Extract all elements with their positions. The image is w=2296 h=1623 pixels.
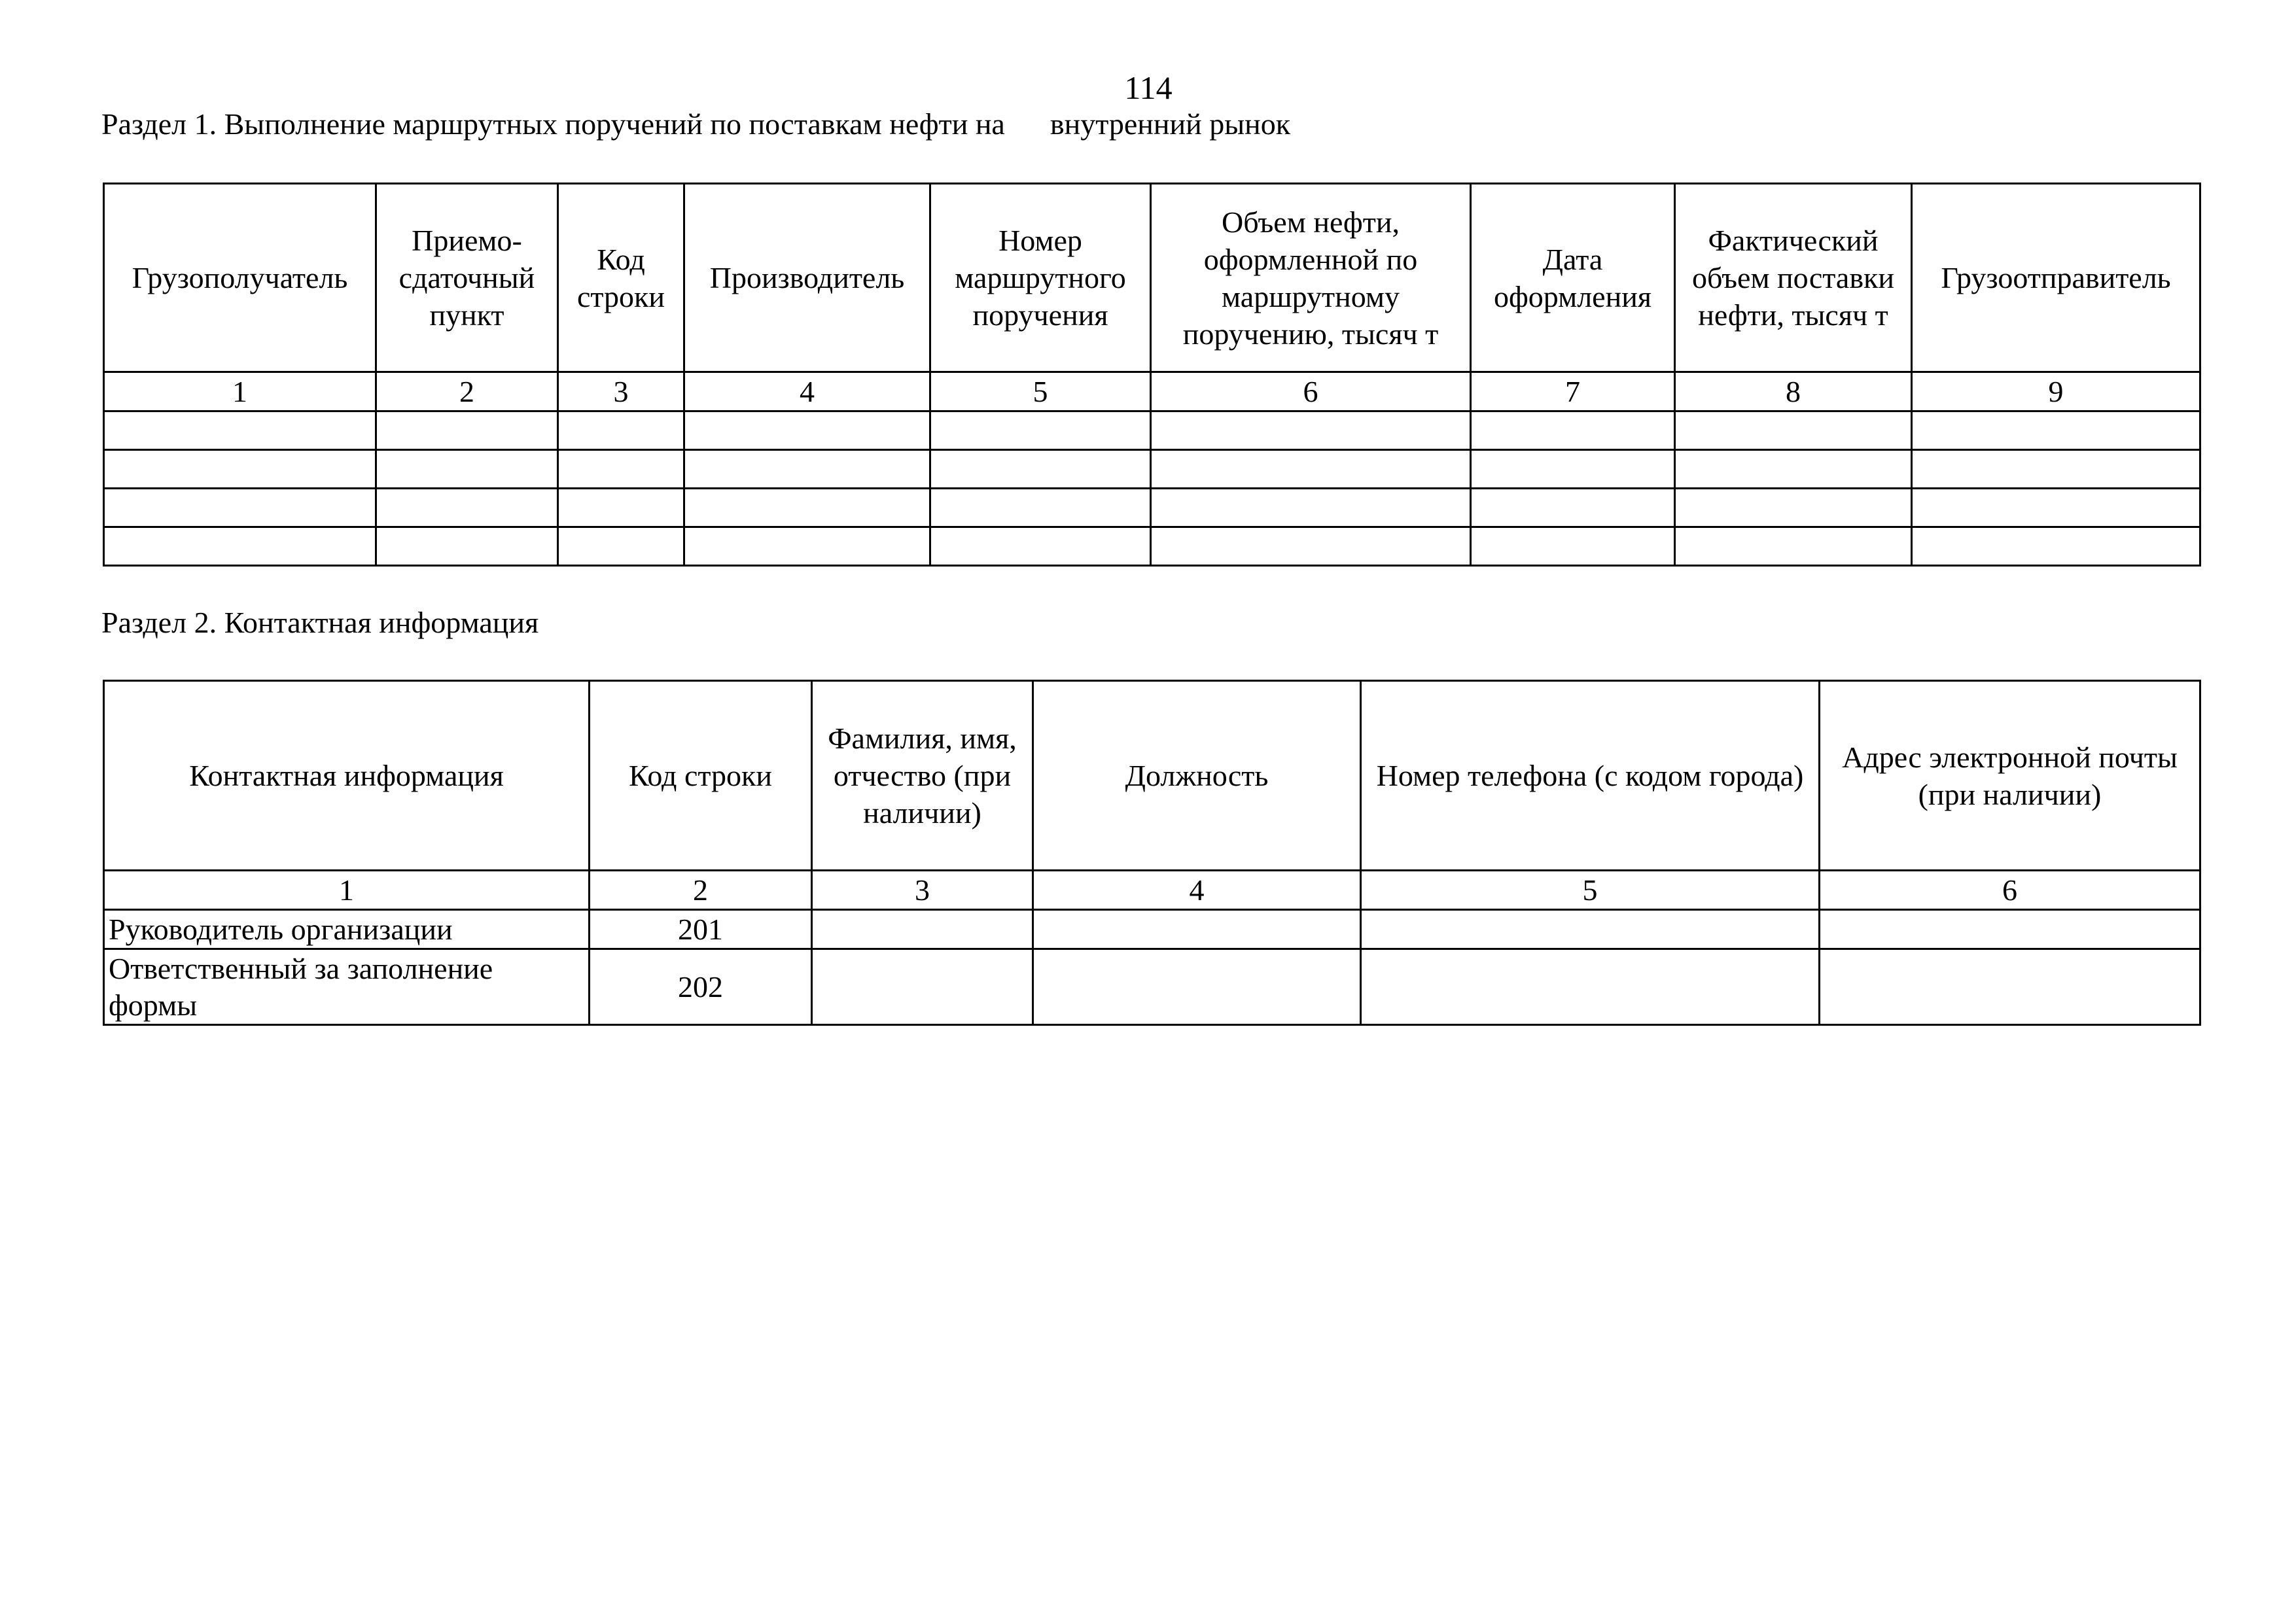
empty-cell[interactable]: [1675, 527, 1912, 566]
empty-cell[interactable]: [684, 450, 930, 489]
empty-cell[interactable]: [376, 411, 558, 450]
column-number: 3: [812, 871, 1033, 910]
empty-cell[interactable]: [1820, 910, 2200, 949]
empty-cell[interactable]: [376, 489, 558, 527]
column-number: 2: [376, 372, 558, 411]
empty-cell[interactable]: [930, 411, 1151, 450]
empty-cell[interactable]: [930, 450, 1151, 489]
column-number: 7: [1471, 372, 1675, 411]
empty-cell[interactable]: [1033, 910, 1361, 949]
empty-cell[interactable]: [1471, 450, 1675, 489]
empty-cell[interactable]: [684, 489, 930, 527]
empty-cell[interactable]: [812, 949, 1033, 1025]
empty-cell[interactable]: [1361, 910, 1820, 949]
empty-cell[interactable]: [1471, 527, 1675, 566]
column-number: 3: [558, 372, 684, 411]
empty-cell[interactable]: [1820, 949, 2200, 1025]
empty-cell[interactable]: [930, 527, 1151, 566]
table-row: [104, 910, 2200, 949]
empty-table-row: [104, 450, 2200, 489]
column-header: Номер телефона (с кодом города): [1361, 681, 1820, 871]
column-number: 5: [1361, 871, 1820, 910]
empty-cell[interactable]: [1033, 949, 1361, 1025]
column-number: 4: [684, 372, 930, 411]
column-number: 5: [930, 372, 1151, 411]
empty-cell[interactable]: [558, 411, 684, 450]
table-header-row: [104, 681, 2200, 871]
empty-cell[interactable]: [104, 489, 376, 527]
contact-info-table: [103, 680, 2201, 1026]
column-number: 6: [1151, 372, 1471, 411]
oil-delivery-table: [103, 183, 2201, 567]
empty-cell[interactable]: [1675, 411, 1912, 450]
table-header-row: [104, 184, 2200, 372]
column-number: 8: [1675, 372, 1912, 411]
empty-cell[interactable]: [684, 411, 930, 450]
empty-cell[interactable]: [1912, 489, 2200, 527]
empty-cell[interactable]: [1912, 527, 2200, 566]
empty-cell[interactable]: [1151, 489, 1471, 527]
column-number-row: [104, 372, 2200, 411]
empty-cell[interactable]: [812, 910, 1033, 949]
column-number: 1: [104, 871, 590, 910]
empty-table-row: [104, 489, 2200, 527]
empty-cell[interactable]: [104, 527, 376, 566]
empty-cell[interactable]: [558, 450, 684, 489]
row-label: Ответственный за заполнение формы: [104, 949, 590, 1025]
column-number: 9: [1912, 372, 2200, 411]
column-header: Код строки: [558, 184, 684, 372]
page-number: 114: [1124, 69, 1173, 106]
empty-cell[interactable]: [1151, 527, 1471, 566]
empty-cell[interactable]: [930, 489, 1151, 527]
section-1-title: Раздел 1. Выполнение маршрутных поручений по поставкам нефти на внутренний рынок: [101, 107, 1291, 141]
empty-cell[interactable]: [1471, 489, 1675, 527]
empty-table-row: [104, 411, 2200, 450]
empty-cell[interactable]: [1361, 949, 1820, 1025]
empty-cell[interactable]: [1471, 411, 1675, 450]
column-number: 2: [590, 871, 812, 910]
empty-cell[interactable]: [558, 527, 684, 566]
column-header: Номер маршрутного поручения: [930, 184, 1151, 372]
row-code: 202: [590, 949, 812, 1025]
column-number: 4: [1033, 871, 1361, 910]
table-row: [104, 949, 2200, 1025]
column-header: Адрес электронной почты (при наличии): [1820, 681, 2200, 871]
empty-cell[interactable]: [1912, 450, 2200, 489]
empty-cell[interactable]: [376, 527, 558, 566]
column-header: Контактная информация: [104, 681, 590, 871]
column-number-row: [104, 871, 2200, 910]
column-header: Должность: [1033, 681, 1361, 871]
column-number: 6: [1820, 871, 2200, 910]
empty-cell[interactable]: [104, 450, 376, 489]
empty-cell[interactable]: [376, 450, 558, 489]
column-header: Объем нефти, оформленной по маршрутному поручению, тысяч т: [1151, 184, 1471, 372]
empty-cell[interactable]: [1675, 450, 1912, 489]
column-header: Код строки: [590, 681, 812, 871]
empty-cell[interactable]: [104, 411, 376, 450]
empty-table-row: [104, 527, 2200, 566]
empty-cell[interactable]: [1151, 450, 1471, 489]
row-code: 201: [590, 910, 812, 949]
column-header: Грузополучатель: [104, 184, 376, 372]
empty-cell[interactable]: [1151, 411, 1471, 450]
empty-cell[interactable]: [1675, 489, 1912, 527]
column-header: Фактический объем поставки нефти, тысяч т: [1675, 184, 1912, 372]
column-header: Дата оформления: [1471, 184, 1675, 372]
column-number: 1: [104, 372, 376, 411]
section-2-title: Раздел 2. Контактная информация: [101, 606, 539, 639]
empty-cell[interactable]: [558, 489, 684, 527]
column-header: Грузоотправитель: [1912, 184, 2200, 372]
row-label: Руководитель организации: [104, 910, 590, 949]
column-header: Производитель: [684, 184, 930, 372]
column-header: Фамилия, имя, отчество (при наличии): [812, 681, 1033, 871]
column-header: Приемо-сдаточный пункт: [376, 184, 558, 372]
empty-cell[interactable]: [684, 527, 930, 566]
empty-cell[interactable]: [1912, 411, 2200, 450]
